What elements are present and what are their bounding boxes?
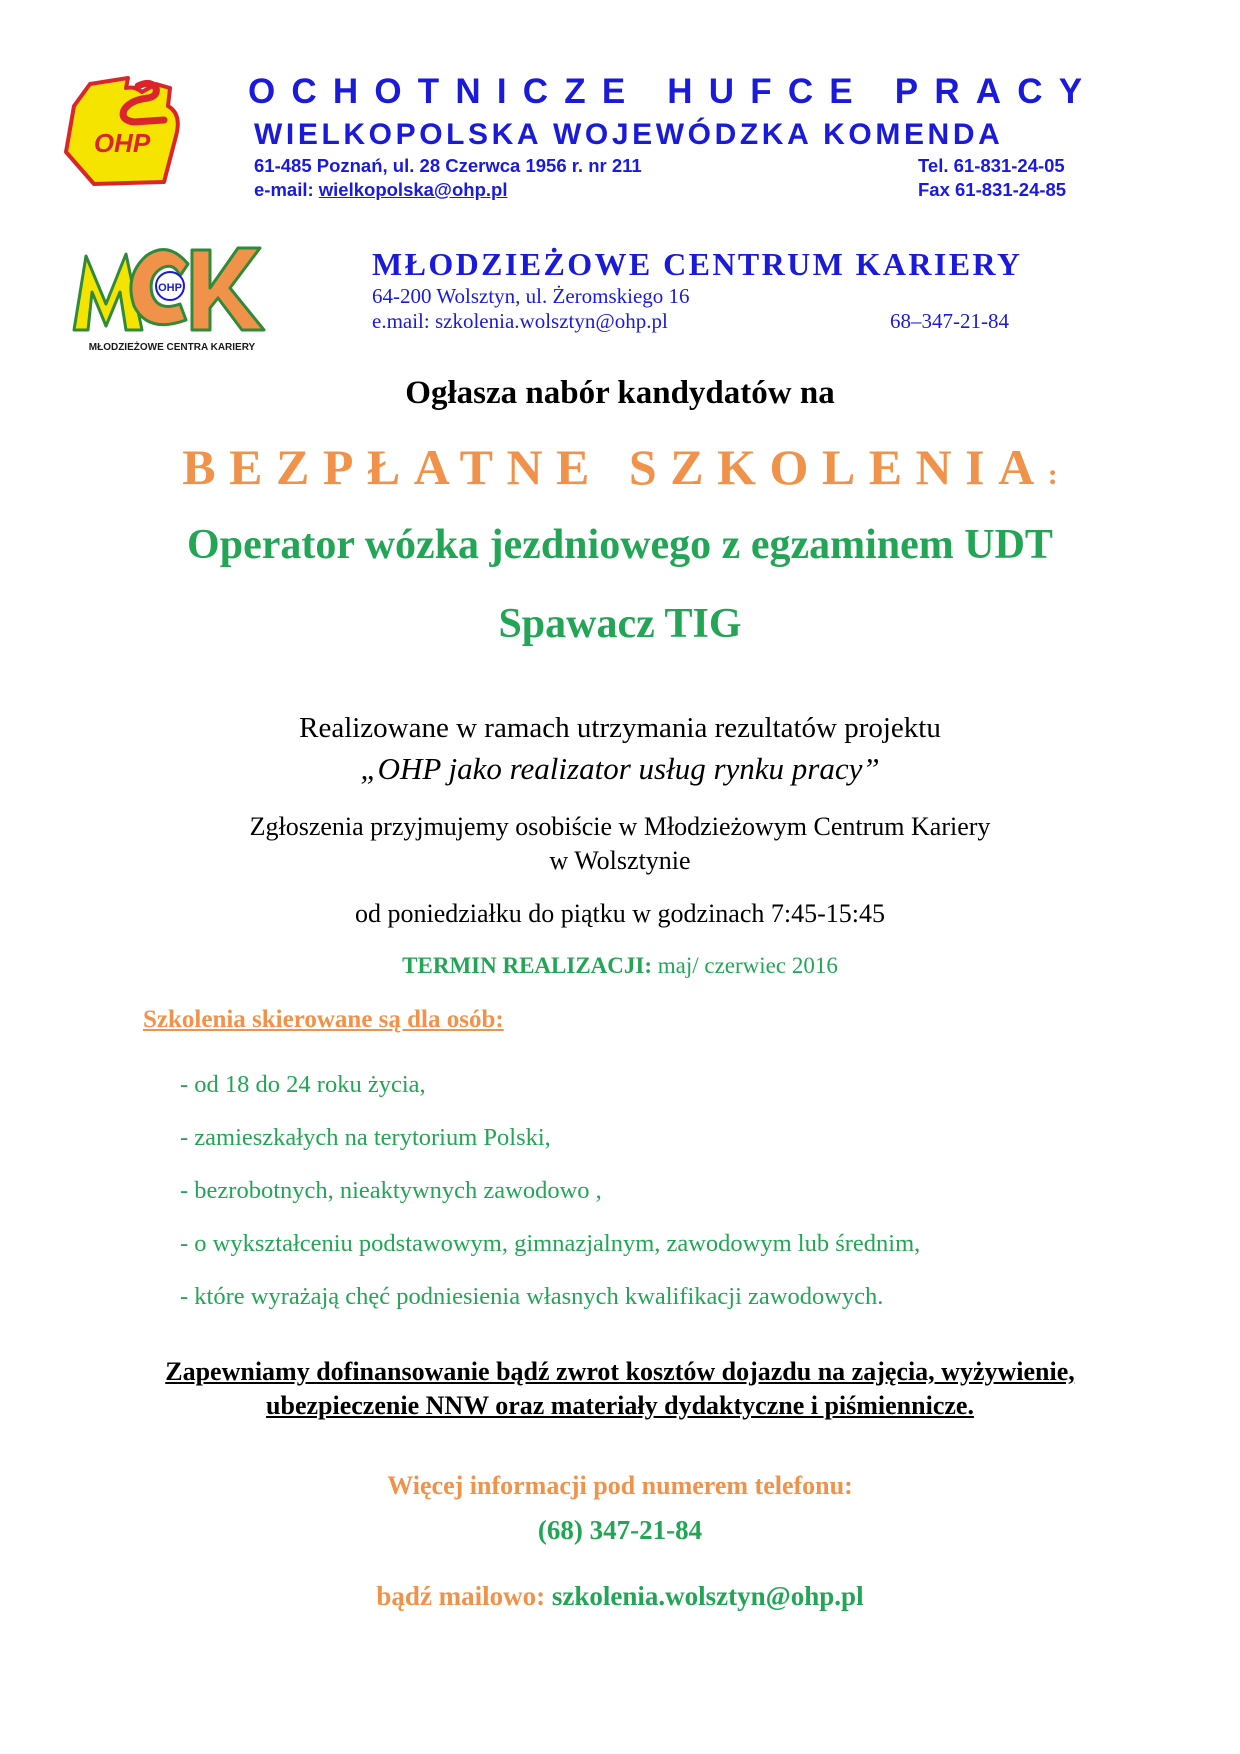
mck-address: 64-200 Wolsztyn, ul. Żeromskiego 16: [372, 284, 690, 308]
organization-subtitle: WIELKOPOLSKA WOJEWÓDZKA KOMENDA: [254, 118, 1004, 151]
ohp-logo-text: OHP: [93, 128, 151, 158]
list-item: - zamieszkałych na terytorium Polski,: [180, 1124, 551, 1151]
headline-text: BEZPŁATNE SZKOLENIA: [182, 439, 1048, 495]
funding-line: ubezpieczenie NNW oraz materiały dydaktyczne i piśmiennicze.: [266, 1391, 974, 1420]
organization-title: OCHOTNICZE HUFCE PRACY: [248, 72, 1099, 111]
organization-fax: Fax 61-831-24-85: [918, 179, 1067, 200]
mck-logo: [64, 234, 280, 360]
course-title: Spawacz TIG: [498, 601, 742, 647]
organization-email-line: [254, 179, 507, 201]
contact-mail: szkolenia.wolsztyn@ohp.pl: [551, 1581, 864, 1611]
organization-email-link[interactable]: wielkopolska@ohp.pl: [318, 179, 508, 200]
audience-list: [180, 1070, 920, 1335]
term-label: TERMIN REALIZACJI:: [402, 953, 652, 978]
list-item: - które wyrażają chęć podniesienia własnych kwalifikacji zawodowych.: [180, 1283, 884, 1310]
mck-email-line: e.mail: szkolenia.wolsztyn@ohp.pl: [372, 309, 668, 333]
mail-label: bądź mailowo:: [376, 1581, 552, 1611]
mck-phone: 68–347-21-84: [890, 309, 1009, 333]
term-line: [0, 953, 1240, 979]
email-label: e-mail:: [254, 179, 319, 200]
office-hours: od poniedziałku do piątku w godzinach 7:45-15:45: [354, 899, 885, 928]
list-item: - o wykształceniu podstawowym, gimnazjalnym, zawodowym lub średnim,: [180, 1230, 921, 1257]
list-item: - od 18 do 24 roku życia,: [180, 1071, 426, 1098]
list-item: - bezrobotnych, nieaktywnych zawodowo ,: [180, 1177, 602, 1204]
contact-mail-line: [0, 1581, 1240, 1612]
headline-colon: :: [1047, 458, 1058, 491]
announcement: Ogłasza nabór kandydatów na: [405, 375, 835, 411]
applications-line: Zgłoszenia przyjmujemy osobiście w Młodzieżowym Centrum Kariery: [249, 812, 991, 841]
mck-title: MŁODZIEŻOWE CENTRUM KARIERY: [372, 246, 1023, 282]
course-title: Operator wózka jezdniowego z egzaminem UDT: [187, 522, 1053, 568]
headline: [0, 438, 1240, 496]
applications-line: w Wolsztynie: [549, 846, 691, 875]
audience-heading: Szkolenia skierowane są dla osób:: [143, 1006, 504, 1033]
mck-logo-caption: MŁODZIEŻOWE CENTRA KARIERY: [88, 342, 256, 353]
ohp-logo: [60, 66, 190, 192]
term-value: maj/ czerwiec 2016: [652, 953, 838, 978]
project-name: „OHP jako realizator usług rynku pracy”: [360, 751, 880, 786]
organization-phone: Tel. 61-831-24-05: [918, 155, 1065, 176]
contact-phone: (68) 347-21-84: [537, 1515, 703, 1545]
organization-address: 61-485 Poznań, ul. 28 Czerwca 1956 r. nr 211: [254, 155, 642, 176]
funding-line: Zapewniamy dofinansowanie bądź zwrot kosztów dojazdu na zajęcia, wyżywienie,: [165, 1357, 1075, 1386]
realization-text: Realizowane w ramach utrzymania rezultatów projektu: [299, 712, 941, 744]
more-info-text: Więcej informacji pod numerem telefonu:: [387, 1471, 853, 1500]
mck-logo-badge: OHP: [158, 282, 182, 294]
